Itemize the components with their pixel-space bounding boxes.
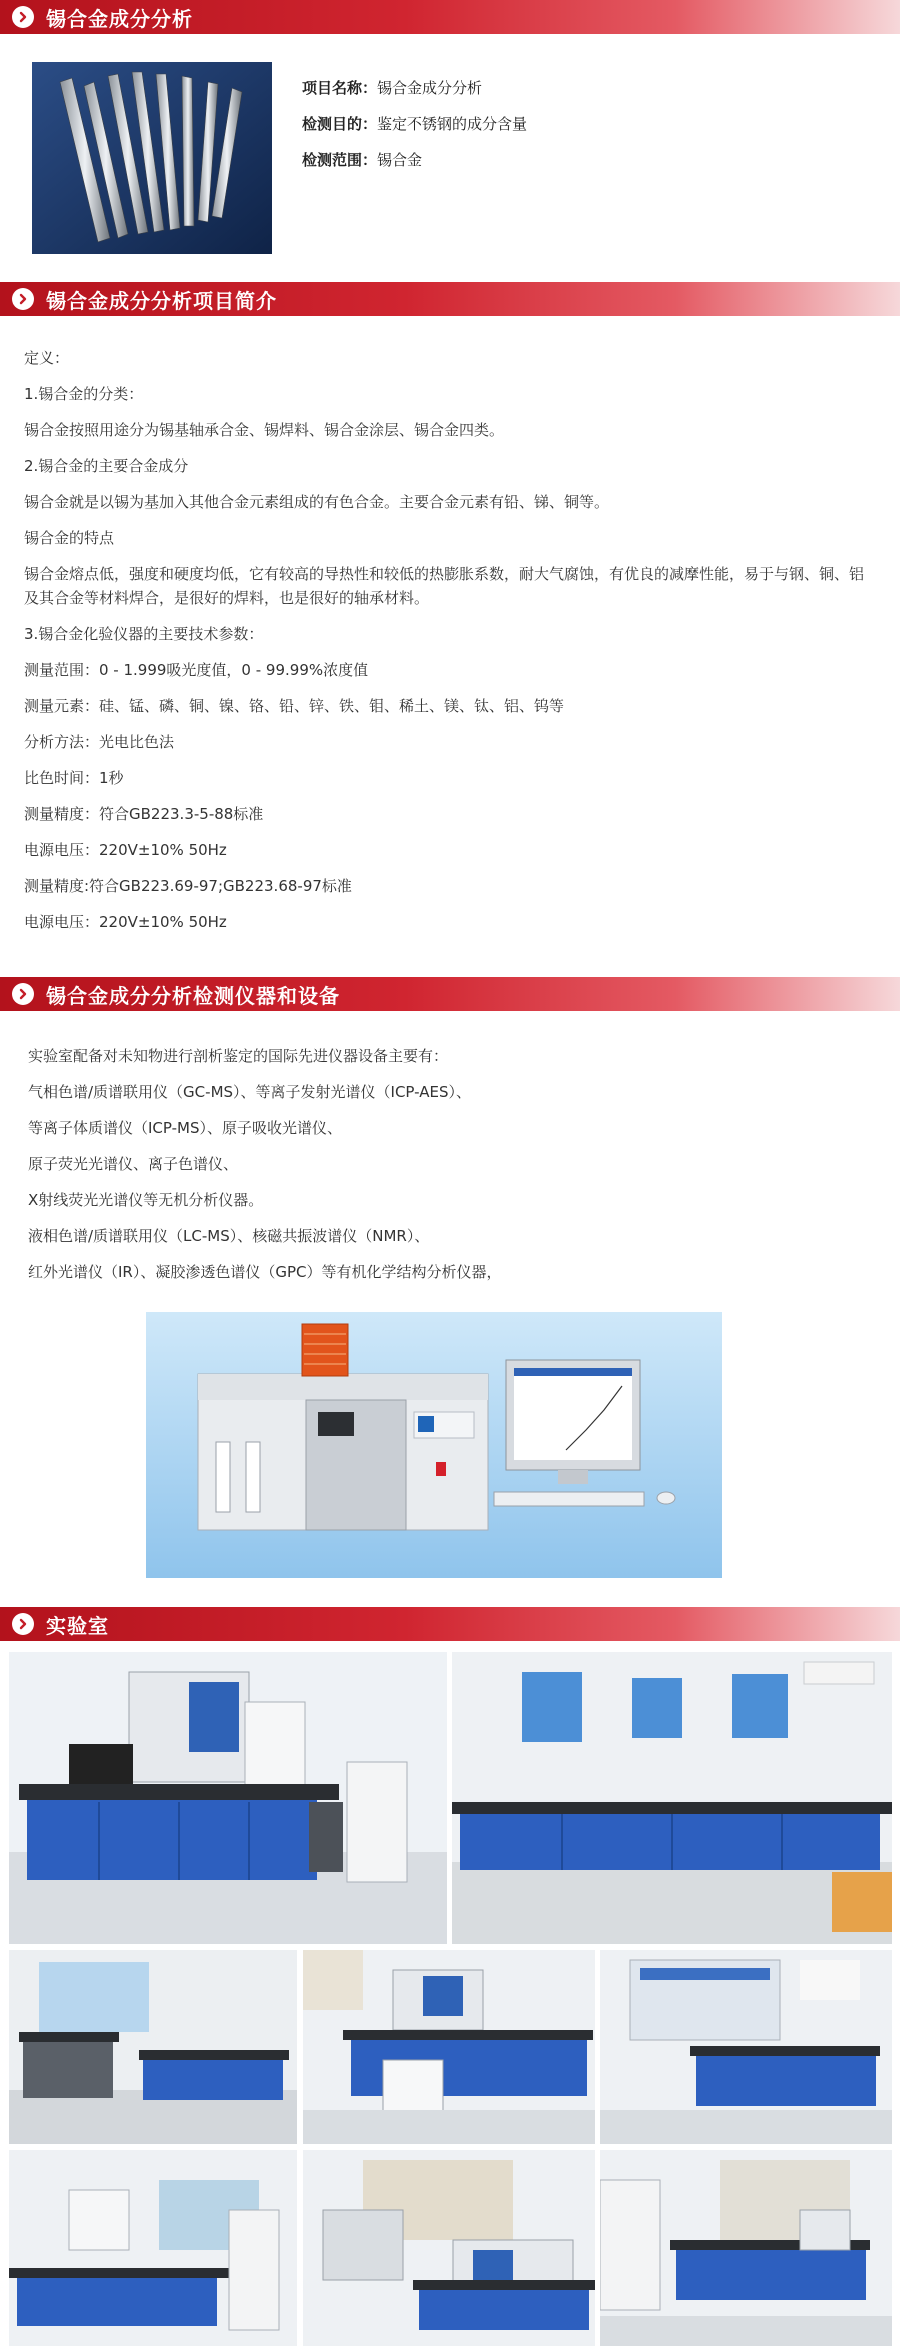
text-line: 比色时间：1秒: [24, 769, 124, 787]
summary-text: [24, 346, 876, 946]
text-line: 1.锡合金的分类：: [24, 385, 144, 403]
section-title: 锡合金成分分析项目简介: [46, 288, 277, 313]
info-row-name: 项目名称：锡合金成分分析: [302, 79, 483, 97]
text-line: 锡合金就是以锡为基加入其他合金元素组成的有色合金。主要合金元素有铅、锑、铜等。: [24, 493, 610, 511]
chevron-right-icon: [12, 983, 34, 1005]
spectrometer-instrument-photo: [146, 1312, 722, 1578]
section-title: 锡合金成分分析: [46, 6, 193, 31]
chevron-right-icon: [12, 6, 34, 28]
section-header-project: [0, 0, 900, 34]
text-line: 3.锡合金化验仪器的主要技术参数：: [24, 625, 264, 643]
section-header-summary: [0, 282, 900, 316]
text-line: 分析方法：光电比色法: [24, 733, 175, 751]
section-title: 锡合金成分分析检测仪器和设备: [46, 983, 340, 1008]
info-row-purpose: 检测目的：鉴定不锈钢的成分含量: [302, 115, 528, 133]
text-line: 等离子体质谱仪（ICP-MS）、原子吸收光谱仪、: [28, 1119, 342, 1137]
lab-photo-4: [303, 1950, 595, 2144]
text-line: 测量范围：0 - 1.999吸光度值，0 - 99.99%浓度值: [24, 661, 369, 679]
tin-alloy-sample-photo: [32, 62, 272, 254]
text-line: 测量精度:符合GB223.69-97;GB223.68-97标准: [24, 877, 352, 895]
lab-photo-3: [9, 1950, 297, 2144]
lab-photo-1: [9, 1652, 447, 1944]
lab-photo-6: [9, 2150, 297, 2346]
info-row-scope: 检测范围：锡合金: [302, 151, 423, 169]
text-line: X射线荧光光谱仪等无机分析仪器。: [28, 1191, 264, 1209]
text-line: 测量元素：硅、锰、磷、铜、镍、铬、铅、锌、铁、钼、稀土、镁、钛、铝、钨等: [24, 697, 565, 715]
chevron-right-icon: [12, 288, 34, 310]
text-line: 红外光谱仪（IR）、凝胶渗透色谱仪（GPC）等有机化学结构分析仪器，: [28, 1263, 502, 1281]
text-line: 实验室配备对未知物进行剖析鉴定的国际先进仪器设备主要有：: [28, 1047, 449, 1065]
text-line: 2.锡合金的主要合金成分: [24, 457, 189, 475]
lab-photo-2: [452, 1652, 892, 1944]
lab-photo-7: [303, 2150, 595, 2346]
text-line: 锡合金熔点低，强度和硬度均低，它有较高的导热性和较低的热膨胀系数，耐大气腐蚀，有优良的减摩性能，易于与钢、铜、铝及其合金等材料焊合，是很好的焊料，也是很好的轴承材料。: [24, 565, 865, 607]
text-line: 电源电压：220V±10% 50Hz: [24, 841, 227, 859]
project-info: [302, 76, 527, 184]
lab-photo-8: [600, 2150, 892, 2346]
text-line: 锡合金按照用途分为锡基轴承合金、锡焊料、锡合金涂层、锡合金四类。: [24, 421, 505, 439]
text-line: 液相色谱/质谱联用仪（LC-MS）、核磁共振波谱仪（NMR）、: [28, 1227, 430, 1245]
text-line: 测量精度：符合GB223.3-5-88标准: [24, 805, 264, 823]
chevron-right-icon: [12, 1613, 34, 1635]
equipment-text: [28, 1044, 868, 1296]
section-header-equipment: [0, 977, 900, 1011]
text-line: 锡合金的特点: [24, 529, 115, 547]
text-line: 定义：: [24, 349, 70, 367]
text-line: 原子荧光光谱仪、离子色谱仪、: [28, 1155, 239, 1173]
section-header-laboratory: [0, 1607, 900, 1641]
text-line: 气相色谱/质谱联用仪（GC-MS）、等离子发射光谱仪（ICP-AES）、: [28, 1083, 471, 1101]
lab-photo-5: [600, 1950, 892, 2144]
section-title: 实验室: [46, 1613, 109, 1638]
text-line: 电源电压：220V±10% 50Hz: [24, 913, 227, 931]
